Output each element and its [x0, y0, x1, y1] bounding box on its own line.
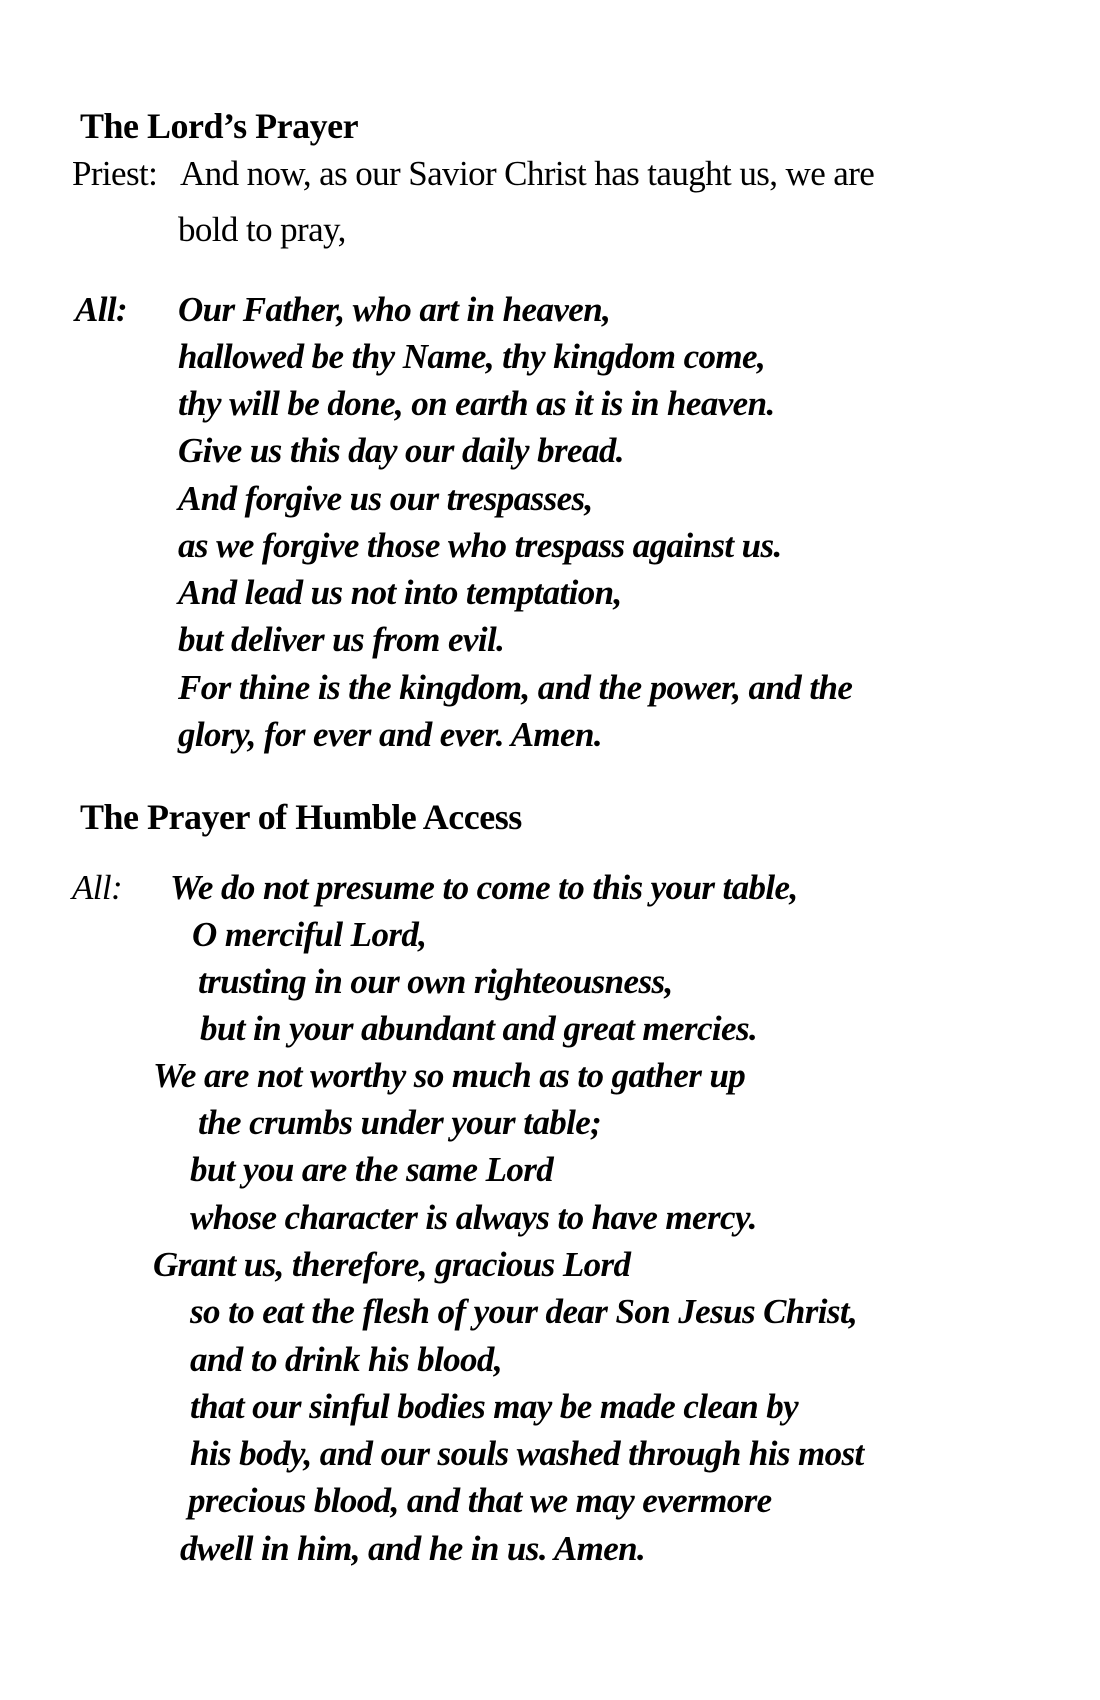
humble-access-line: whose character is always to have mercy.: [190, 1198, 757, 1237]
lords-prayer-title: The Lord’s Prayer: [80, 106, 359, 146]
humble-access-line: and to drink his blood,: [190, 1340, 502, 1379]
priest-label: Priest:: [72, 154, 158, 193]
lords-prayer-line: hallowed be thy Name, thy kingdom come,: [178, 337, 766, 376]
lords-prayer-line: as we forgive those who trespass against us.: [178, 526, 782, 565]
lords-prayer-line: Give us this day our daily bread.: [178, 431, 624, 470]
lords-prayer-all-label: All:: [75, 290, 128, 329]
humble-access-line: dwell in him, and he in us. Amen.: [180, 1529, 646, 1568]
lords-prayer-line: glory, for ever and ever. Amen.: [178, 715, 603, 754]
humble-access-line: Grant us, therefore, gracious Lord: [153, 1245, 631, 1284]
humble-access-line: but you are the same Lord: [190, 1150, 554, 1189]
humble-access-line: so to eat the flesh of your dear Son Jesus Christ,: [190, 1292, 858, 1331]
lords-prayer-line: And lead us not into temptation,: [178, 573, 622, 612]
lords-prayer-line: thy will be done, on earth as it is in heaven.: [178, 384, 775, 423]
priest-line-1: And now, as our Savior Christ has taught us, we are: [180, 154, 875, 193]
lords-prayer-line: but deliver us from evil.: [178, 620, 505, 659]
humble-access-all-label: All:: [72, 868, 123, 907]
lords-prayer-line: Our Father, who art in heaven,: [178, 290, 611, 329]
humble-access-line: We do not presume to come to this your table,: [170, 868, 798, 907]
humble-access-line: We are not worthy so much as to gather up: [153, 1056, 746, 1095]
humble-access-line: his body, and our souls washed through his most: [190, 1434, 864, 1473]
humble-access-line: trusting in our own righteousness,: [198, 962, 673, 1001]
humble-access-line: precious blood, and that we may evermore: [188, 1481, 772, 1520]
humble-access-line: but in your abundant and great mercies.: [200, 1009, 758, 1048]
lords-prayer-line: And forgive us our trespasses,: [178, 479, 593, 518]
priest-line-2: bold to pray,: [178, 210, 346, 249]
humble-access-line: the crumbs under your table;: [198, 1103, 602, 1142]
humble-access-title: The Prayer of Humble Access: [80, 797, 522, 837]
humble-access-line: that our sinful bodies may be made clean by: [190, 1387, 799, 1426]
humble-access-line: O merciful Lord,: [192, 915, 427, 954]
lords-prayer-line: For thine is the kingdom, and the power, and the: [178, 668, 853, 707]
